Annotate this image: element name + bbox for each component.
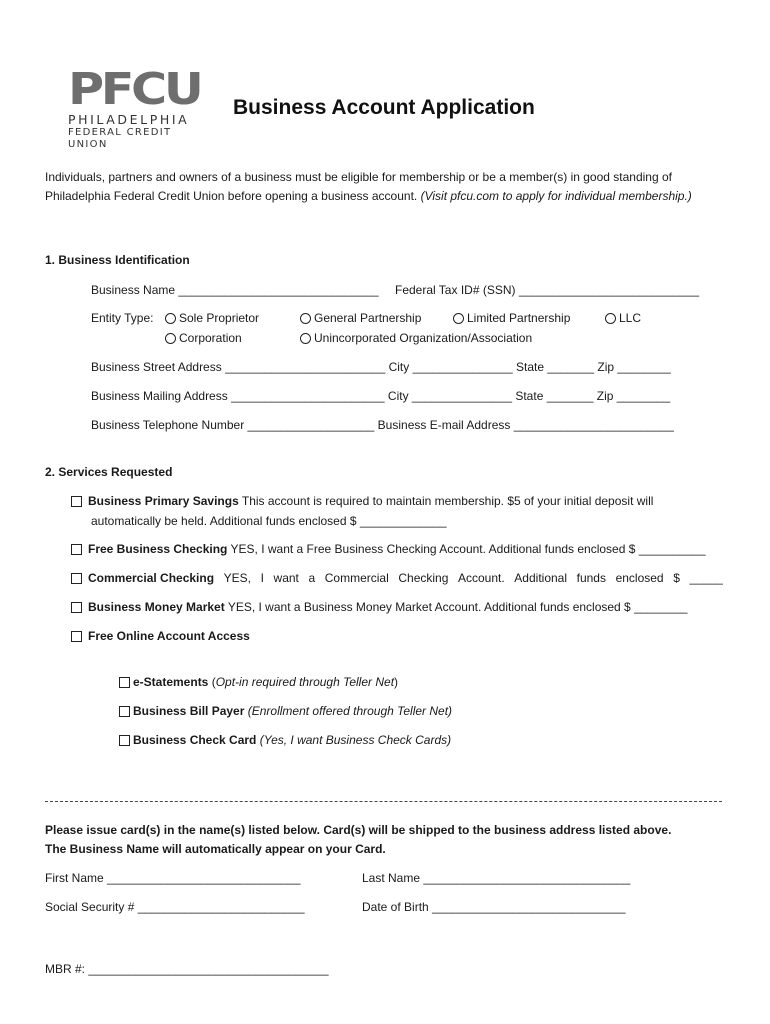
free-checking-title: Free Business Checking [88, 542, 228, 556]
street-address-field[interactable]: Business Street Address ________________________ City _______________ State _______ Zip ________ [91, 360, 671, 374]
checkbox-icon[interactable] [71, 496, 82, 507]
commercial-word: funds [576, 571, 606, 585]
entity-general-partnership[interactable] [300, 310, 421, 326]
page-title: Business Account Application [233, 96, 535, 119]
first-name-field[interactable]: First Name _____________________________ [45, 871, 301, 885]
phone-email-field[interactable]: Business Telephone Number ___________________ Business E-mail Address ________________________ [91, 418, 674, 432]
card-instructions-line-2: The Business Name will automatically appear on your Card. [45, 842, 386, 856]
entity-type-label: Entity Type: [91, 311, 154, 325]
general-partnership-label: General Partnership [314, 311, 422, 325]
online-access-title: Free Online Account Access [88, 629, 250, 643]
commercial-word: _____ [689, 571, 723, 585]
service-bill-payer[interactable] [119, 703, 452, 719]
intro-text: Individuals, partners and owners of a business must be eligible for membership or be a member(s) in good standing of Philadelphia Federal Credit Union before opening a business account. [45, 170, 672, 203]
money-market-text: YES, I want a Business Money Market Account. Additional funds enclosed $ ________ [224, 600, 688, 614]
estatements-note: Opt-in required through Teller Net [215, 675, 395, 689]
commercial-title: Commercial Checking [88, 571, 215, 585]
checkbox-icon[interactable] [71, 573, 82, 584]
radio-icon[interactable] [300, 313, 311, 324]
service-estatements[interactable] [119, 674, 398, 690]
pfcu-logo [68, 64, 201, 150]
dashed-divider [45, 801, 722, 802]
llc-label: LLC [619, 311, 642, 325]
logo-line-1: PHILADELPHIA [68, 112, 190, 127]
business-name-field[interactable]: Business Name ______________________________ [91, 283, 379, 297]
radio-icon[interactable] [165, 333, 176, 344]
estatements-title: e-Statements [133, 675, 209, 689]
logo-line-2: FEDERAL CREDIT UNION [68, 127, 172, 150]
logo-mark: PFCU [68, 64, 201, 115]
bill-payer-title: Business Bill Payer [133, 704, 245, 718]
checkbox-icon[interactable] [119, 706, 130, 717]
bill-payer-note: (Enrollment offered through Teller Net) [244, 704, 453, 718]
commercial-word: I [260, 571, 264, 585]
check-card-title: Business Check Card [133, 733, 257, 747]
service-commercial-checking[interactable] [71, 570, 723, 586]
radio-icon[interactable] [605, 313, 616, 324]
radio-icon[interactable] [165, 313, 176, 324]
savings-text: This account is required to maintain membership. $5 of your initial deposit will [238, 494, 654, 508]
commercial-lead [71, 570, 214, 586]
commercial-word: $ [673, 571, 680, 585]
savings-line-2[interactable]: automatically be held. Additional funds enclosed $ _____________ [91, 514, 447, 528]
ssn-field[interactable]: Social Security # _________________________ [45, 900, 305, 914]
commercial-word: Account. [458, 571, 505, 585]
commercial-word: YES, [223, 571, 251, 585]
mbr-field[interactable]: MBR #: ____________________________________ [45, 962, 329, 976]
dob-field[interactable]: Date of Birth _____________________________ [362, 900, 626, 914]
section-2-heading: 2. Services Requested [45, 465, 173, 479]
entity-sole-proprietor[interactable] [165, 310, 259, 326]
limited-partnership-label: Limited Partnership [467, 311, 571, 325]
checkbox-icon[interactable] [71, 631, 82, 642]
corporation-label: Corporation [179, 331, 242, 345]
tax-id-field[interactable]: Federal Tax ID# (SSN) ___________________________ [395, 283, 700, 297]
radio-icon[interactable] [300, 333, 311, 344]
radio-icon[interactable] [453, 313, 464, 324]
last-name-field[interactable]: Last Name _______________________________ [362, 871, 631, 885]
entity-llc[interactable] [605, 310, 641, 326]
checkbox-icon[interactable] [71, 602, 82, 613]
commercial-word: Checking [398, 571, 449, 585]
intro-italic: (Visit pfcu.com to apply for individual membership.) [420, 189, 692, 203]
commercial-word: Additional [514, 571, 568, 585]
section-1-heading: 1. Business Identification [45, 253, 190, 267]
commercial-word: enclosed [615, 571, 664, 585]
checkbox-icon[interactable] [71, 544, 82, 555]
commercial-word: Commercial [324, 571, 389, 585]
entity-corporation[interactable] [165, 330, 242, 346]
sole-proprietor-label: Sole Proprietor [179, 311, 260, 325]
free-checking-text: YES, I want a Free Business Checking Account. Additional funds enclosed $ __________ [227, 542, 706, 556]
service-savings[interactable] [71, 493, 653, 509]
commercial-word: want [273, 571, 299, 585]
mailing-address-field[interactable]: Business Mailing Address _______________________ City _______________ State _______ Zip ________ [91, 389, 671, 403]
estatements-paren-close: ) [394, 675, 399, 689]
check-card-note: (Yes, I want Business Check Cards) [256, 733, 452, 747]
entity-limited-partnership[interactable] [453, 310, 570, 326]
commercial-word: a [308, 571, 316, 585]
service-free-checking[interactable] [71, 541, 706, 557]
service-check-card[interactable] [119, 732, 451, 748]
money-market-title: Business Money Market [88, 600, 225, 614]
intro-paragraph [45, 168, 725, 206]
service-online-access[interactable] [71, 628, 250, 644]
service-money-market[interactable] [71, 599, 687, 615]
card-instructions-line-1: Please issue card(s) in the name(s) listed below. Card(s) will be shipped to the business address listed above. [45, 823, 672, 837]
estatements-paren-open: ( [208, 675, 216, 689]
checkbox-icon[interactable] [119, 735, 130, 746]
savings-title: Business Primary Savings [88, 494, 239, 508]
checkbox-icon[interactable] [119, 677, 130, 688]
unincorporated-label: Unincorporated Organization/Association [314, 331, 533, 345]
entity-unincorporated[interactable] [300, 330, 532, 346]
